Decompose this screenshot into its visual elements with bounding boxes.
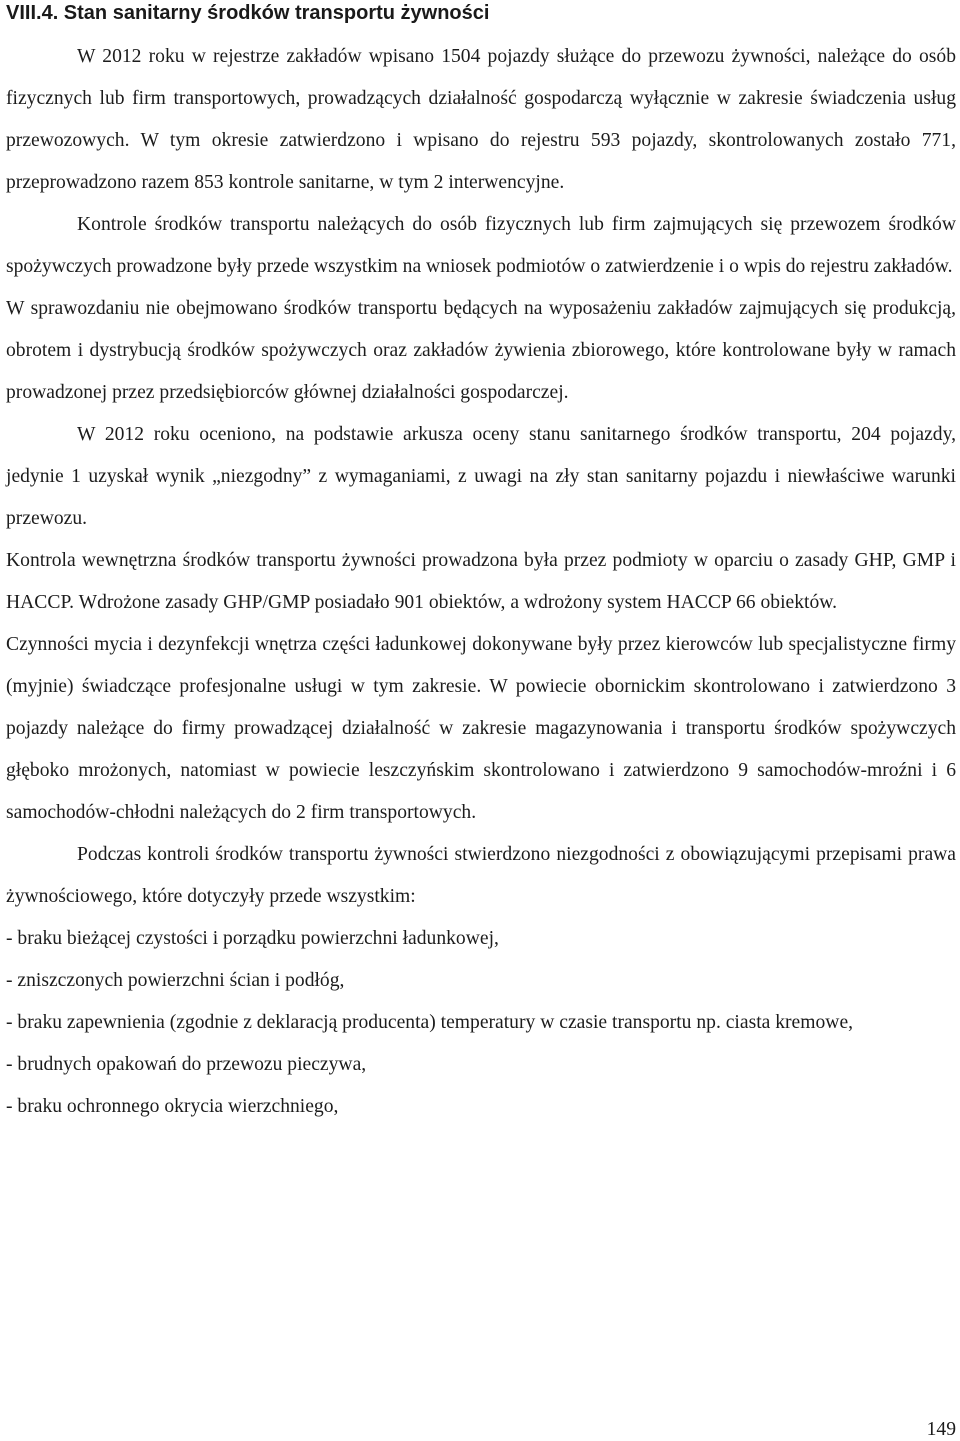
page-number: 149 bbox=[926, 1419, 956, 1440]
list-item: - zniszczonych powierzchni ścian i podłóg, bbox=[6, 970, 345, 991]
paragraph-vehicle-register: W 2012 roku w rejestrze zakładów wpisano 1504 pojazdy służące do przewozu żywności, należące do osób fizycznych lub firm transportowych, prowadzących działalność gospodarczą wyłącznie w zakresie świadczenia usług przewozowych. W tym okresie zatwierdzono i wpisano do rejestru 593 pojazdy, skontrolowanych zostało 771, przeprowadzono razem 853 kontrole sanitarne, w tym 2 interwencyjne. bbox=[6, 46, 956, 193]
document-page bbox=[6, 0, 956, 1128]
list-item: - braku zapewnienia (zgodnie z deklaracją producenta) temperatury w czasie transportu np. ciasta kremowe, bbox=[6, 1012, 854, 1033]
paragraph-washing-disinfection: Czynności mycia i dezynfekcji wnętrza części ładunkowej dokonywane były przez kierowców lub specjalistyczne firmy (myjnie) świadczące profesjonalne usługi w tym zakresie. W powiecie obornickim skontrolowano i zatwierdzono 3 pojazdy należące do firmy prowadzącej działalność w zakresie magazynowania i transportu środków spożywczych głęboko mrożonych, natomiast w powiecie leszczyńskim skontrolowano i zatwierdzono 9 samochodów-mroźni i 6 samochodów-chłodni należących do 2 firm transportowych. bbox=[6, 634, 956, 823]
paragraph-inspections-on-request: Kontrole środków transportu należących do osób fizycznych lub firm zajmujących się przewozem środków spożywczych prowadzone były przede wszystkim na wniosek podmiotów o zatwierdzenie i o wpis do rejestru zakładów. bbox=[6, 214, 956, 277]
nonconformities-list bbox=[6, 918, 956, 1128]
list-item: - braku bieżącej czystości i porządku powierzchni ładunkowej, bbox=[6, 928, 499, 949]
section-heading: VIII.4. Stan sanitarny środków transportu żywności bbox=[6, 2, 490, 24]
paragraph-report-scope: W sprawozdaniu nie obejmowano środków transportu będących na wyposażeniu zakładów zajmujących się produkcją, obrotem i dystrybucją środków spożywczych oraz zakładów żywienia zbiorowego, które kontrolowane były w ramach prowadzonej przez przedsiębiorców głównej działalności gospodarczej. bbox=[6, 298, 956, 403]
paragraph-internal-control: Kontrola wewnętrzna środków transportu żywności prowadzona była przez podmioty w oparciu o zasady GHP, GMP i HACCP. Wdrożone zasady GHP/GMP posiadało 901 obiektów, a wdrożony system HACCP 66 obiektów. bbox=[6, 550, 956, 613]
list-item: - brudnych opakowań do przewozu pieczywa, bbox=[6, 1054, 367, 1075]
paragraph-sanitary-assessment: W 2012 roku oceniono, na podstawie arkusza oceny stanu sanitarnego środków transportu, 204 pojazdy, jedynie 1 uzyskał wynik „niezgodny” z wymaganiami, z uwagi na zły stan sanitarny pojazdu i niewłaściwe warunki przewozu. bbox=[6, 424, 956, 529]
paragraph-nonconformities-intro: Podczas kontroli środków transportu żywności stwierdzono niezgodności z obowiązującymi przepisami prawa żywnościowego, które dotyczyły przede wszystkim: bbox=[6, 844, 956, 907]
list-item: - braku ochronnego okrycia wierzchniego, bbox=[6, 1096, 339, 1117]
